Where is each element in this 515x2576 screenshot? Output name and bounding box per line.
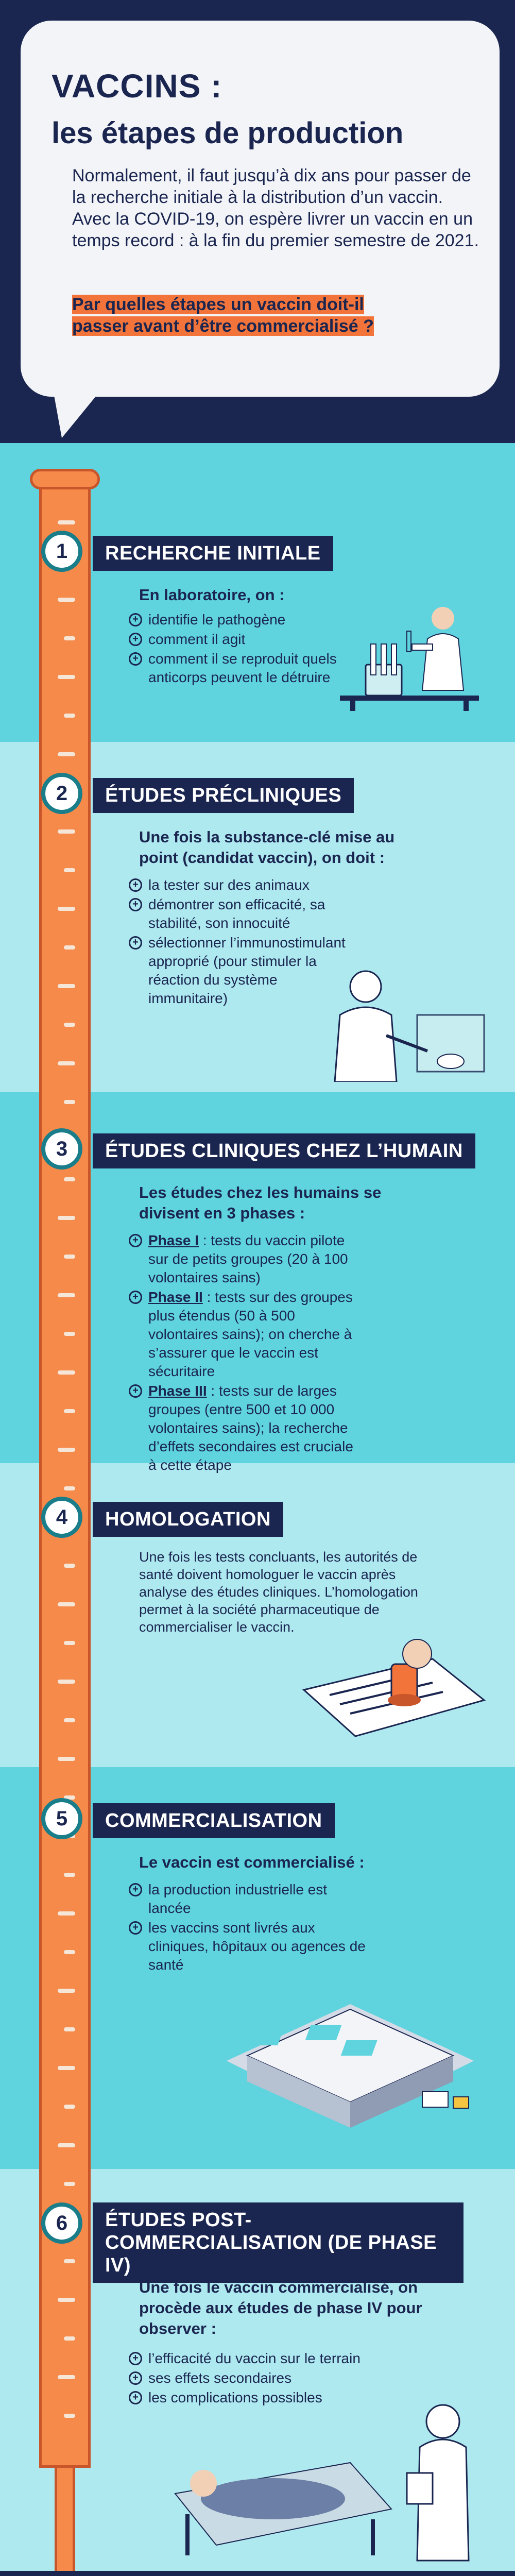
tube-tick: [64, 1486, 75, 1490]
step-lead: Une fois le vaccin commercialisé, on procède aux études de phase IV pour observer :: [139, 2278, 422, 2337]
tube-tick: [58, 1448, 75, 1452]
footer-background: [0, 2571, 515, 2576]
list-item: + la tester sur des animaux: [129, 876, 355, 894]
tube-tick: [58, 1757, 75, 1761]
list-item: + Phase III : tests sur de larges groupes (entre 500 et 10 000 volontaires sains); la recherche d’effets secondaires est cruciale à cette étape: [129, 1382, 355, 1475]
intro-text: Normalement, il faut jusqu’à dix ans pour passer de la recherche initiale à la distribution d’un vaccin. Avec la COVID-19, on espère livrer un vaccin en un temps record : à la fin du premier semestre de 2021.: [72, 166, 479, 250]
tube-tick: [58, 1680, 75, 1684]
tube-tick: [64, 1332, 75, 1336]
step-number: 1: [41, 531, 82, 572]
step-title: ÉTUDES CLINIQUES CHEZ L’HUMAIN: [93, 1133, 475, 1168]
tube-tick: [64, 1873, 75, 1877]
tube-tick: [58, 2143, 75, 2147]
step-title: COMMERCIALISATION: [93, 1803, 335, 1838]
tube-tick: [64, 1023, 75, 1027]
tube-tick: [64, 2105, 75, 2109]
step-number: 4: [41, 1497, 82, 1538]
tube-tick: [64, 1564, 75, 1568]
list-item: + l’efficacité du vaccin sur le terrain: [129, 2349, 376, 2368]
tube-tick: [64, 2027, 75, 2031]
tube-tick: [58, 2066, 75, 2070]
list-item: + les vaccins sont livrés aux cliniques, hôpitaux ou agences de santé: [129, 1919, 366, 1974]
tube-tick: [58, 520, 75, 524]
list-item: + la production industrielle est lancée: [129, 1880, 366, 1918]
tube-tick: [58, 752, 75, 756]
step-lead: Le vaccin est commercialisé :: [139, 1853, 365, 1871]
tube-tick: [64, 1255, 75, 1259]
tube-tick: [64, 1718, 75, 1722]
step-number: 5: [41, 1798, 82, 1839]
step-lead: Une fois les tests concluants, les autorités de santé doivent homologuer le vaccin après analyse des études cliniques. L’homologation permet à la société pharmaceutique de commercialiser le vaccin.: [139, 1549, 418, 1635]
tube-tick: [64, 2336, 75, 2341]
list-item: + Phase I : tests du vaccin pilote sur de petits groupes (20 à 100 volontaires sains): [129, 1231, 355, 1287]
tube-tick: [58, 1370, 75, 1375]
step-title: ÉTUDES POST-COMMERCIALISATION (DE PHASE IV): [93, 2202, 464, 2283]
tube-tick: [58, 1061, 75, 1065]
factory-warehouse-illustration: [216, 1973, 484, 2148]
tube-tick: [64, 945, 75, 950]
tube-tick: [64, 1177, 75, 1181]
list-item: + ses effets secondaires: [129, 2369, 376, 2387]
tube-tick: [64, 868, 75, 872]
list-item: + identifie le pathogène: [129, 611, 355, 629]
step-title: HOMOLOGATION: [93, 1502, 283, 1537]
tube-tick: [58, 1293, 75, 1297]
tube-tick: [64, 2259, 75, 2263]
tube-tick: [58, 675, 75, 679]
tube-tick: [64, 1100, 75, 1104]
tube-tick: [58, 1216, 75, 1220]
tube-tick: [58, 829, 75, 834]
step-bullets: [129, 1880, 366, 1975]
list-item: + comment il agit: [129, 630, 355, 649]
list-item: + les complications possibles: [129, 2388, 376, 2407]
scientist-lab-illustration: [330, 587, 484, 711]
scientist-animal-testing-illustration: [309, 963, 494, 1082]
tube-tick: [58, 1911, 75, 1916]
hospital-patient-illustration: [154, 2391, 494, 2566]
tube-tick: [64, 2182, 75, 2186]
tube-tick: [64, 1409, 75, 1413]
step-bullets: [129, 611, 355, 688]
tube-tick: [58, 1989, 75, 1993]
step-title: ÉTUDES PRÉCLINIQUES: [93, 778, 354, 813]
tube-tick: [64, 1641, 75, 1645]
list-item: + comment il se reproduit quels anticorps peuvent le détruire: [129, 650, 355, 687]
step-title: RECHERCHE INITIALE: [93, 536, 333, 571]
step-lead: En laboratoire, on :: [139, 586, 285, 604]
tube-tick: [64, 714, 75, 718]
tube-tick: [58, 907, 75, 911]
step-lead: Les études chez les humains se divisent en 3 phases :: [139, 1183, 382, 1222]
list-item: + démontrer son efficacité, sa stabilité, son innocuité: [129, 895, 355, 933]
tube-tick: [58, 598, 75, 602]
test-tube-tail: [55, 2468, 75, 2576]
list-item: + sélectionner l’immunostimulant approprié (pour stimuler la réaction du système immunitaire): [129, 934, 355, 1008]
step-number: 6: [41, 2202, 82, 2244]
intro-question: Par quelles étapes un vaccin doit-il passer avant d’être commercialisé ?: [72, 295, 374, 336]
document-approval-illustration: [288, 1628, 494, 1741]
tube-tick: [64, 2414, 75, 2418]
tube-tick: [64, 1950, 75, 1954]
test-tube-rim: [30, 469, 100, 489]
step-lead: Une fois la substance-clé mise au point (candidat vaccin), on doit :: [139, 828, 395, 867]
tube-tick: [58, 2298, 75, 2302]
tube-tick: [64, 636, 75, 640]
list-item: + Phase II : tests sur des groupes plus étendus (50 à 500 volontaires sains); on cherche à s’assurer que le vaccin est sécuritaire: [129, 1288, 355, 1381]
tube-tick: [58, 984, 75, 988]
tube-tick: [58, 1602, 75, 1606]
step-number: 3: [41, 1128, 82, 1170]
step-phases: [129, 1231, 355, 1476]
tube-tick: [58, 2375, 75, 2379]
step-number: 2: [41, 773, 82, 814]
page-title: VACCINS :: [52, 67, 222, 105]
page-subtitle: les étapes de production: [52, 116, 404, 150]
